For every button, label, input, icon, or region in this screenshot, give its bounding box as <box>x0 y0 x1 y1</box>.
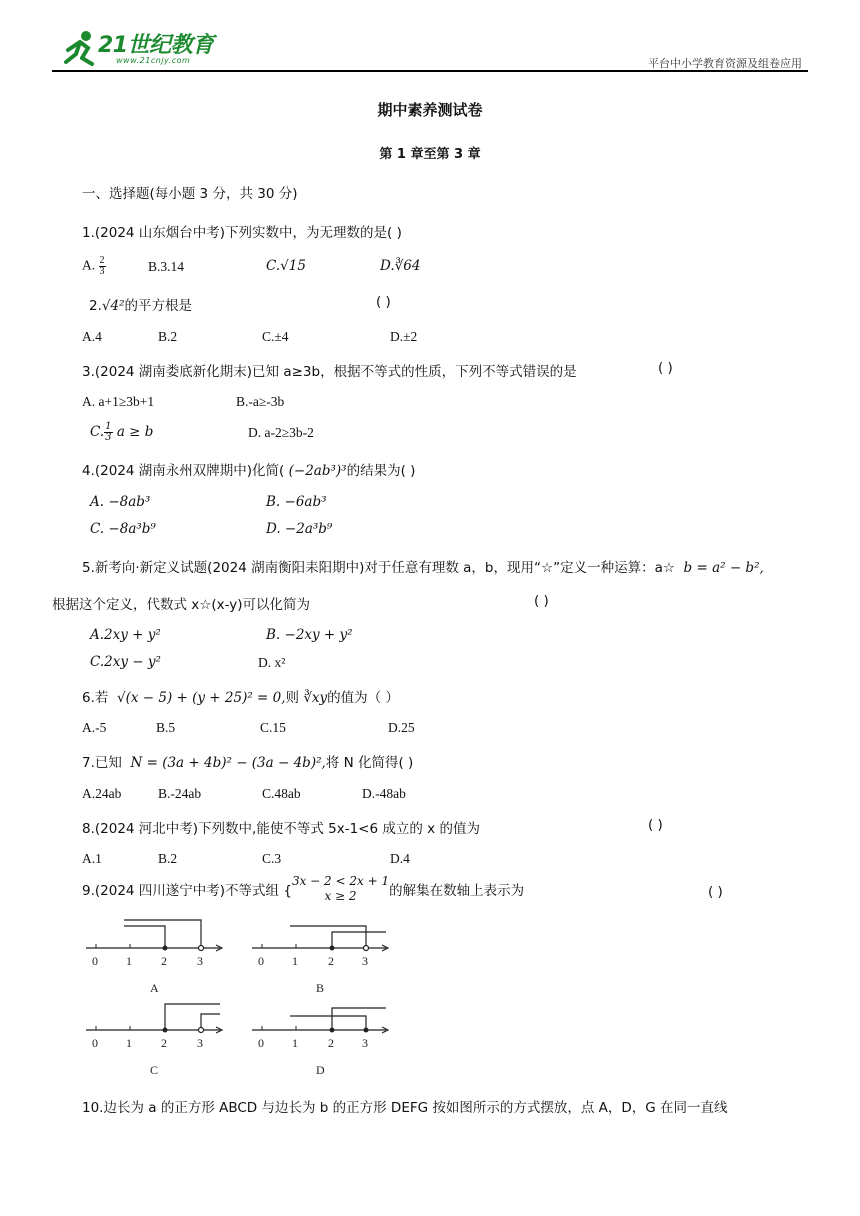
tick-label-2: 2 <box>161 954 167 968</box>
tick-label-3: 3 <box>197 954 203 968</box>
figure-label: D <box>316 1063 325 1077</box>
tick-label-3: 3 <box>362 954 368 968</box>
q6-option-c: C.15 <box>260 720 286 735</box>
q10-stem: 10.边长为 a 的正方形 ABCD 与边长为 b 的正方形 DEFG 按如图所示的方式摆放，点 A，D，G 在同一直线 <box>82 1100 728 1116</box>
q2-stem-pre: 2. <box>89 298 102 314</box>
q8-option-b: B.2 <box>158 851 178 866</box>
logo-url: www.21cnjy.com <box>116 56 191 65</box>
closed-point-2 <box>330 946 335 951</box>
q4-stem-expr: (−2ab³)³ <box>288 463 347 479</box>
q4-option-d: D. −2a³b⁹ <box>266 521 333 537</box>
q2-stem-post: 的平方根是 <box>124 298 192 314</box>
ray-right-from-2 <box>165 1004 220 1030</box>
q5-option-d: D. x² <box>258 655 286 670</box>
q3-stem: 3.(2024 湖南娄底新化期末)已知 a≥3b，根据不等式的性质，下列不等式错误的是 <box>82 364 577 380</box>
closed-point-2 <box>330 1028 335 1033</box>
figure-label: B <box>316 981 325 995</box>
ray-left-from-3 <box>290 926 366 948</box>
q2-option-a: A.4 <box>82 329 102 344</box>
q4-stem-pre: 4.(2024 湖南永州双牌期中)化简( <box>82 463 285 479</box>
figure-label: A <box>150 981 159 995</box>
closed-point-3 <box>364 1028 369 1033</box>
q2-option-d: D.±2 <box>390 329 418 344</box>
q7-option-a: A.24ab <box>82 786 122 801</box>
q6-option-a: A.-5 <box>82 720 107 735</box>
q6-stem-expr2: ∛xy <box>303 690 328 706</box>
q9-paren: ( ) <box>708 884 723 900</box>
q4-option-a: A. −8ab³ <box>90 494 151 510</box>
q7-stem <box>82 751 413 771</box>
q7-option-b: B.-24ab <box>158 786 202 801</box>
q5-option-b: B. −2xy + y² <box>266 627 353 643</box>
q8-option-c: C.3 <box>262 851 282 866</box>
q6-option-b: B.5 <box>156 720 176 735</box>
header-right-text: 平台中小学教育资源及组卷应用 <box>648 57 802 70</box>
q1-option-c: C.√15 <box>266 258 306 274</box>
tick-label-2: 2 <box>161 1036 167 1050</box>
tick-label-0: 0 <box>92 1036 98 1050</box>
logo <box>60 28 230 72</box>
q9-system <box>292 874 389 904</box>
q3-option-d: D. a-2≥3b-2 <box>248 425 314 440</box>
figure-label: C <box>150 1063 159 1077</box>
q6-stem-mid: 则 <box>285 690 300 706</box>
q9-figure-d <box>250 1000 400 1082</box>
q1-a-label: A. <box>82 257 99 273</box>
q1-a-den: 3 <box>99 266 105 277</box>
tick-label-1: 1 <box>126 954 132 968</box>
q6-stem-expr: √(x − 5) + (y + 25)² = 0, <box>116 690 286 706</box>
tick-label-0: 0 <box>258 954 264 968</box>
tick-label-0: 0 <box>92 954 98 968</box>
logo-text: 21世纪教育 <box>98 33 214 58</box>
header-divider <box>52 70 808 72</box>
q5-stem-expr: b = a² − b², <box>683 560 764 576</box>
q2-paren: ( ) <box>376 294 391 310</box>
q5-stem-line1-text: 5.新考向·新定义试题(2024 湖南衡阳耒阳期中)对于任意有理数 a，b，现用“☆”定义一种运算：a☆ <box>82 560 675 576</box>
q9-figure-c <box>84 1000 234 1082</box>
section-heading: 一、选择题(每小题 3 分，共 30 分) <box>82 186 298 202</box>
ray-right-from-2 <box>332 1008 386 1030</box>
q9-figure-a <box>84 918 234 1000</box>
q8-paren: ( ) <box>648 817 663 833</box>
runner-logo-icon <box>60 28 100 68</box>
q4-option-b: B. −6ab³ <box>266 494 327 510</box>
open-point-3 <box>199 1028 204 1033</box>
ray-right-from-2 <box>332 932 386 948</box>
q6-stem-post: 的值为（ ） <box>327 690 399 706</box>
q3-option-a: A. a+1≥3b+1 <box>82 394 155 409</box>
q5-option-c: C.2xy − y² <box>90 654 161 670</box>
q7-stem-pre: 7.已知 <box>82 755 122 771</box>
tick-label-2: 2 <box>328 1036 334 1050</box>
q7-stem-post: 将 N 化简得( ) <box>325 755 414 771</box>
q1-stem: 1.(2024 山东烟台中考)下列实数中，为无理数的是( ) <box>82 225 402 241</box>
q4-stem <box>82 459 415 479</box>
q3-paren: ( ) <box>658 360 673 376</box>
q4-stem-post: 的结果为( ) <box>346 463 416 479</box>
tick-label-3: 3 <box>362 1036 368 1050</box>
tick-label-2: 2 <box>328 954 334 968</box>
q6-option-d: D.25 <box>388 720 415 735</box>
closed-point-2 <box>163 946 168 951</box>
q9-sys-line1: 3x − 2 < 2x + 1 <box>291 874 390 888</box>
ray-left-from-3 <box>124 920 201 948</box>
q1-option-d: D.∛64 <box>380 258 421 274</box>
q5-stem-line2: 根据这个定义，代数式 x☆(x-y)可以化简为 <box>52 597 311 613</box>
q1-a-num: 2 <box>99 255 105 266</box>
closed-point-2 <box>163 1028 168 1033</box>
open-point-3 <box>364 946 369 951</box>
q9-figure-b <box>250 918 400 1000</box>
q5-stem-line1 <box>82 556 764 576</box>
q7-option-c: C.48ab <box>262 786 301 801</box>
q1-a-fraction <box>99 256 106 277</box>
q3-c-post: a ≥ b <box>116 424 154 440</box>
q4-option-c: C. −8a³b⁹ <box>90 521 156 537</box>
q3-c-num: 1 <box>105 421 112 432</box>
q3-option-c <box>90 422 153 443</box>
q2-stem-rad: √4² <box>101 298 125 314</box>
q3-option-b: B.-a≥-3b <box>236 394 285 409</box>
q9-stem <box>82 874 524 904</box>
q3-c-pre: C. <box>90 424 105 440</box>
q8-stem: 8.(2024 河北中考)下列数中,能使不等式 5x-1<6 成立的 x 的值为 <box>82 821 480 837</box>
tick-label-1: 1 <box>292 954 298 968</box>
q2-stem <box>89 294 192 314</box>
tick-label-3: 3 <box>197 1036 203 1050</box>
q9-stem-pre: 9.(2024 四川遂宁中考)不等式组 { <box>82 883 292 899</box>
q7-option-d: D.-48ab <box>362 786 406 801</box>
page-title: 期中素养测试卷 <box>377 101 483 119</box>
q9-sys-line2: x ≥ 2 <box>324 889 357 903</box>
q7-stem-expr: N = (3a + 4b)² − (3a − 4b)², <box>130 755 326 771</box>
ray-left-from-3 <box>290 1016 366 1030</box>
q3-c-fraction <box>104 422 112 443</box>
q2-option-b: B.2 <box>158 329 178 344</box>
q2-option-c: C.±4 <box>262 329 289 344</box>
tick-label-1: 1 <box>126 1036 132 1050</box>
q8-option-d: D.4 <box>390 851 410 866</box>
q5-paren: ( ) <box>534 593 549 609</box>
open-point-3 <box>199 946 204 951</box>
page-subtitle: 第 1 章至第 3 章 <box>379 147 481 162</box>
q3-c-den: 3 <box>105 432 112 443</box>
q1-option-a <box>82 256 106 277</box>
q6-stem <box>82 686 399 706</box>
tick-label-1: 1 <box>292 1036 298 1050</box>
tick-label-0: 0 <box>258 1036 264 1050</box>
q1-option-b: B.3.14 <box>148 259 185 274</box>
q6-stem-pre: 6.若 <box>82 690 109 706</box>
q5-option-a: A.2xy + y² <box>90 627 161 643</box>
q8-option-a: A.1 <box>82 851 102 866</box>
q9-stem-post: 的解集在数轴上表示为 <box>389 883 525 899</box>
